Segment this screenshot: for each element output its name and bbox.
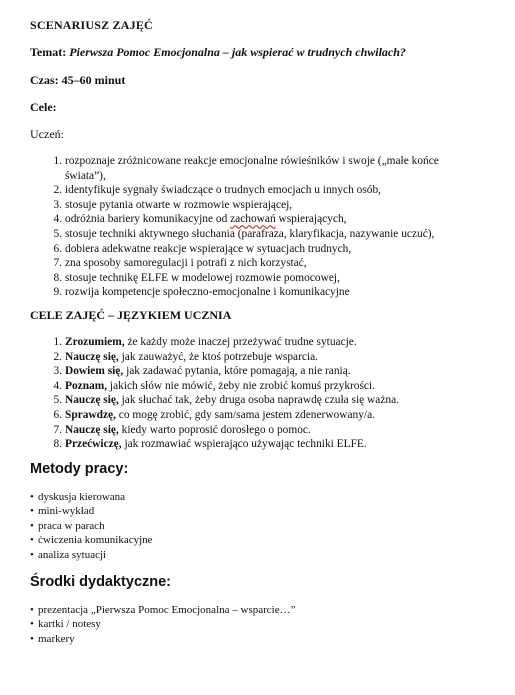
time-line: Czas: 45–60 minut <box>30 73 126 87</box>
list-item: 1. rozpoznaje zróżnicowane reakcje emocjonalne rówieśników i swoje („małe końce świata”), <box>53 155 439 182</box>
list-item: 8. Przećwiczę, jak rozmawiać wspierająco używając techniki ELFE. <box>53 438 367 451</box>
methods-heading: Metody pracy: <box>30 461 129 477</box>
methods-list <box>30 490 153 562</box>
list-item: 5. stosuje techniki aktywnego słuchania (parafraza, klaryfikacja, nazywanie uczuć), <box>53 227 435 240</box>
topic-label: Temat: <box>30 45 67 59</box>
list-item: • ćwiczenia komunikacyjne <box>30 533 153 547</box>
list-item: 2. identyfikuje sygnały świadczące o trudnych emocjach u innych osób, <box>53 184 381 197</box>
list-item: • praca w parach <box>30 519 153 533</box>
list-item: 6. dobiera adekwatne reakcje wspierające w sytuacjach trudnych, <box>53 242 352 255</box>
topic-line <box>30 45 406 60</box>
list-item: 3. Dowiem się, jak zadawać pytania, które pomagają, a nie ranią. <box>53 365 351 378</box>
list-item: 7. Nauczę się, kiedy warto poprosić dorosłego o pomoc. <box>53 423 311 436</box>
list-item: 9. rozwija kompetencje społeczno-emocjonalne i komunikacyjne <box>53 286 350 299</box>
student-goals-list <box>30 335 470 452</box>
student-goals-heading: CELE ZAJĘĆ – JĘZYKIEM UCZNIA <box>30 308 232 322</box>
list-item: 6. Sprawdzę, co mogę zrobić, gdy sam/sama jestem zdenerwowany/a. <box>53 408 376 421</box>
list-item: 8. stosuje technikę ELFE w modelowej rozmowie pomocowej, <box>53 271 340 284</box>
goals-heading: Cele: <box>30 100 57 114</box>
list-item: 1. Zrozumiem, że każdy może inaczej przeżywać trudne sytuacje. <box>53 336 357 348</box>
document-title: SCENARIUSZ ZAJĘĆ <box>30 18 153 32</box>
student-label: Uczeń: <box>30 127 64 141</box>
list-item: 4. Poznam, jakich słów nie mówić, żeby nie zrobić komuś przykrości. <box>53 379 376 392</box>
resources-heading: Środki dydaktyczne: <box>30 574 172 590</box>
list-item: 4. odróżnia bariery komunikacyjne od zachowań wspierających, <box>53 213 347 226</box>
list-item: • mini-wykład <box>30 504 153 518</box>
list-item: • prezentacja „Pierwsza Pomoc Emocjonalna – wsparcie…” <box>30 603 295 617</box>
goals-list <box>30 154 460 300</box>
list-item: 2. Nauczę się, jak zauważyć, że ktoś potrzebuje wsparcia. <box>53 350 319 363</box>
resources-list <box>30 603 295 646</box>
list-item: 5. Nauczę się, jak słuchać tak, żeby druga osoba naprawdę czuła się ważna. <box>53 394 399 407</box>
list-item: 3. stosuje pytania otwarte w rozmowie wspierającej, <box>53 198 293 211</box>
list-item: • markery <box>30 632 295 646</box>
list-item: 7. zna sposoby samoregulacji i potrafi z nich korzystać, <box>53 257 307 270</box>
list-item: • dyskusja kierowana <box>30 490 153 504</box>
list-item: • analiza sytuacji <box>30 548 153 562</box>
topic-value: Pierwsza Pomoc Emocjonalna – jak wspierać w trudnych chwilach? <box>69 45 406 59</box>
list-item: • kartki / notesy <box>30 617 295 631</box>
